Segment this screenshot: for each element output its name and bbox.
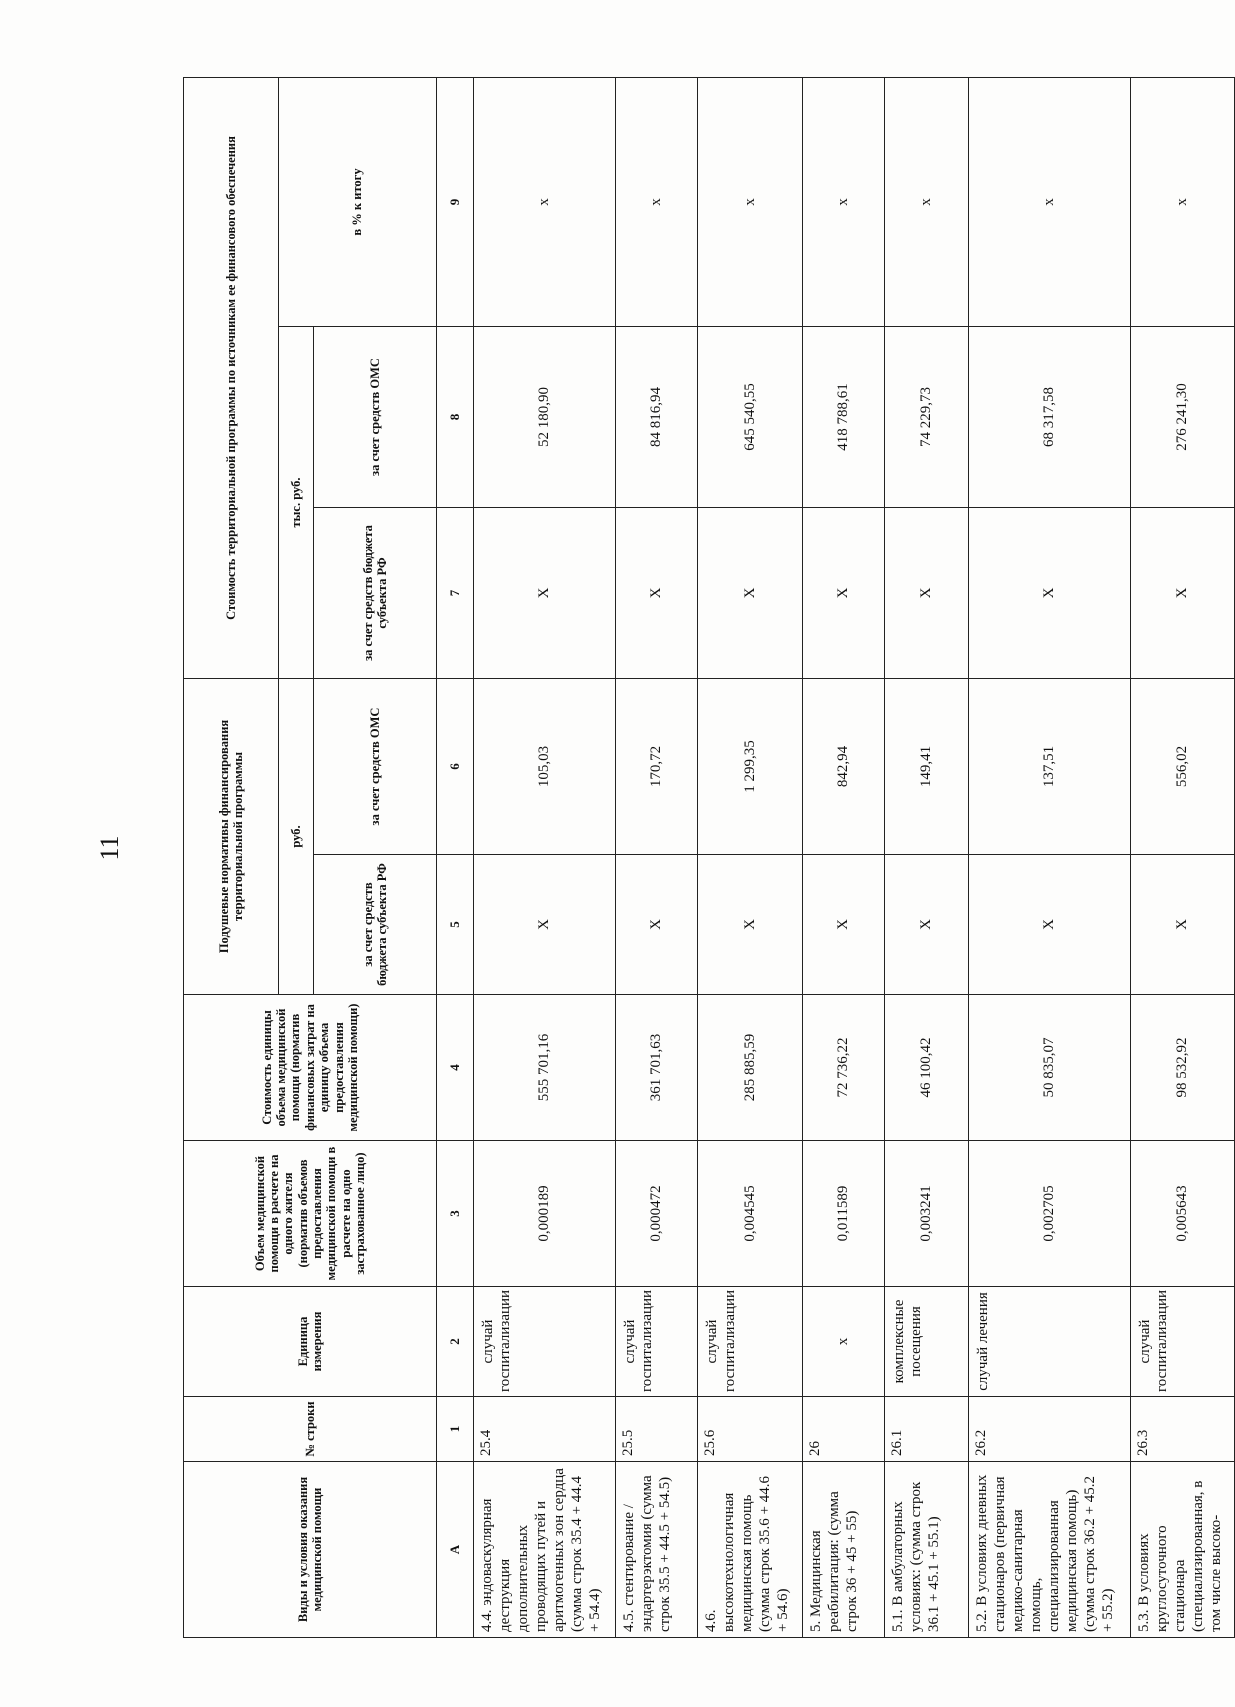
row-unit: случай лечения	[969, 1287, 1130, 1397]
index-cell: 3	[437, 1141, 474, 1287]
table-row	[698, 77, 802, 1637]
row-percent: х	[802, 77, 884, 326]
row-number: 25.5	[616, 1397, 698, 1462]
row-volume: 0,000472	[616, 1141, 698, 1287]
header-volume: Объем медицинской помощи в расчете на одного жителя (норматив объемов предоставления медицинской помощи в расчете на одно застрахованное лицо)	[184, 1141, 437, 1287]
row-norm-budget: Х	[802, 855, 884, 995]
table-row	[884, 77, 968, 1637]
table-row	[802, 77, 884, 1637]
row-number: 26.2	[969, 1397, 1130, 1462]
row-norm-budget: Х	[473, 855, 615, 995]
row-total-oms: 418 788,61	[802, 327, 884, 508]
index-cell: 8	[437, 327, 474, 508]
row-number: 26	[802, 1397, 884, 1462]
row-total-oms: 74 229,73	[884, 327, 968, 508]
row-total-oms: 68 317,58	[969, 327, 1130, 508]
row-unit: случай госпитализации	[473, 1287, 615, 1397]
row-unit-cost: 361 701,63	[616, 995, 698, 1141]
row-norm-oms: 170,72	[616, 679, 698, 855]
row-percent: х	[1130, 77, 1234, 326]
header-norms-unit: руб.	[279, 679, 314, 995]
row-norm-budget: Х	[616, 855, 698, 995]
row-norm-oms: 137,51	[969, 679, 1130, 855]
header-group-cost: Стоимость территориальной программы по источникам ее финансового обеспечения	[184, 77, 279, 678]
row-unit-cost: 285 885,59	[698, 995, 802, 1141]
row-number: 25.4	[473, 1397, 615, 1462]
row-description: 5. Медицинская реабилитация: (сумма строк 36 + 45 + 55)	[802, 1462, 884, 1638]
row-total-oms: 645 540,55	[698, 327, 802, 508]
row-total-budget: Х	[473, 508, 615, 679]
row-unit: х	[802, 1287, 884, 1397]
row-unit: случай госпитализации	[1130, 1287, 1234, 1397]
header-unit: Единица измерения	[184, 1287, 437, 1397]
header-cost-oms: за счет средств ОМС	[314, 327, 437, 508]
header-percent: в % к итогу	[279, 77, 437, 326]
row-unit: случай госпитализации	[698, 1287, 802, 1397]
header-cost-budget: за счет средств бюджета субъекта РФ	[314, 508, 437, 679]
header-norm-oms: за счет средств ОМС	[314, 679, 437, 855]
row-norm-oms: 149,41	[884, 679, 968, 855]
row-total-budget: Х	[802, 508, 884, 679]
row-total-budget: Х	[969, 508, 1130, 679]
row-norm-oms: 842,94	[802, 679, 884, 855]
row-volume: 0,000189	[473, 1141, 615, 1287]
row-description: 5.3. В условиях круглосуточного стационара (специализированная, в том числе высоко-	[1130, 1462, 1234, 1638]
header-row-number: № строки	[184, 1397, 437, 1462]
row-description: 4.5. стентирование / эндартерэктомия (сумма строк 35.5 + 44.5 + 54.5)	[616, 1462, 698, 1638]
row-percent: х	[473, 77, 615, 326]
row-volume: 0,004545	[698, 1141, 802, 1287]
row-description: 4.4. эндоваскулярная деструкция дополнительных проводящих путей и аритмогенных зон сердца (сумма строк 35.4 + 44.4 + 54.4)	[473, 1462, 615, 1638]
index-cell: 2	[437, 1287, 474, 1397]
row-unit-cost: 72 736,22	[802, 995, 884, 1141]
index-cell: 4	[437, 995, 474, 1141]
row-percent: х	[969, 77, 1130, 326]
row-number: 26.3	[1130, 1397, 1234, 1462]
row-volume: 0,002705	[969, 1141, 1130, 1287]
header-cost-unit: тыс. руб.	[279, 327, 314, 679]
row-unit-cost: 98 532,92	[1130, 995, 1234, 1141]
header-kinds: Виды и условия оказания медицинской помощи	[184, 1462, 437, 1638]
row-total-budget: Х	[698, 508, 802, 679]
row-norm-oms: 105,03	[473, 679, 615, 855]
row-volume: 0,003241	[884, 1141, 968, 1287]
table-row	[969, 77, 1130, 1637]
row-unit-cost: 555 701,16	[473, 995, 615, 1141]
row-unit-cost: 50 835,07	[969, 995, 1130, 1141]
column-index-row	[437, 77, 474, 1637]
table-row	[1130, 77, 1234, 1637]
row-norm-budget: Х	[969, 855, 1130, 995]
row-norm-oms: 556,02	[1130, 679, 1234, 855]
financing-table	[183, 77, 1235, 1638]
row-total-budget: Х	[1130, 508, 1234, 679]
index-cell: 9	[437, 77, 474, 326]
row-description: 5.2. В условиях дневных стационаров (первичная медико-санитарная помощь, специализированная медицинская помощь) (сумма строк 36.2 + 45.2 + 55.2)	[969, 1462, 1130, 1638]
header-unit-cost: Стоимость единицы объема медицинской помощи (норматив финансовых затрат на единицу объема предоставления медицинской помощи)	[184, 995, 437, 1141]
index-cell: 5	[437, 855, 474, 995]
row-total-oms: 276 241,30	[1130, 327, 1234, 508]
index-cell: А	[437, 1462, 474, 1638]
row-unit: случай госпитализации	[616, 1287, 698, 1397]
row-description: 5.1. В амбулаторных условиях: (сумма строк 36.1 + 45.1 + 55.1)	[884, 1462, 968, 1638]
table-row	[616, 77, 698, 1637]
row-total-budget: Х	[616, 508, 698, 679]
row-unit: комплексные посещения	[884, 1287, 968, 1397]
row-percent: х	[616, 77, 698, 326]
index-cell: 6	[437, 679, 474, 855]
row-total-oms: 52 180,90	[473, 327, 615, 508]
header-group-norms: Подушевые нормативы финансирования территориальной программы	[184, 679, 279, 995]
header-norm-budget: за счет средств бюджета субъекта РФ	[314, 855, 437, 995]
row-volume: 0,005643	[1130, 1141, 1234, 1287]
row-unit-cost: 46 100,42	[884, 995, 968, 1141]
page-number: 11	[95, 835, 124, 861]
row-norm-budget: Х	[884, 855, 968, 995]
index-cell: 1	[437, 1397, 474, 1462]
row-norm-budget: Х	[698, 855, 802, 995]
row-total-budget: Х	[884, 508, 968, 679]
row-number: 25.6	[698, 1397, 802, 1462]
table-row	[473, 77, 615, 1637]
rotated-table-wrapper	[183, 78, 1235, 1638]
row-total-oms: 84 816,94	[616, 327, 698, 508]
row-percent: х	[698, 77, 802, 326]
row-percent: х	[884, 77, 968, 326]
row-norm-oms: 1 299,35	[698, 679, 802, 855]
row-number: 26.1	[884, 1397, 968, 1462]
row-description: 4.6. высокотехнологичная медицинская помощь (сумма строк 35.6 + 44.6 + 54.6)	[698, 1462, 802, 1638]
row-volume: 0,011589	[802, 1141, 884, 1287]
row-norm-budget: Х	[1130, 855, 1234, 995]
index-cell: 7	[437, 508, 474, 679]
header-row-1	[184, 77, 279, 1637]
